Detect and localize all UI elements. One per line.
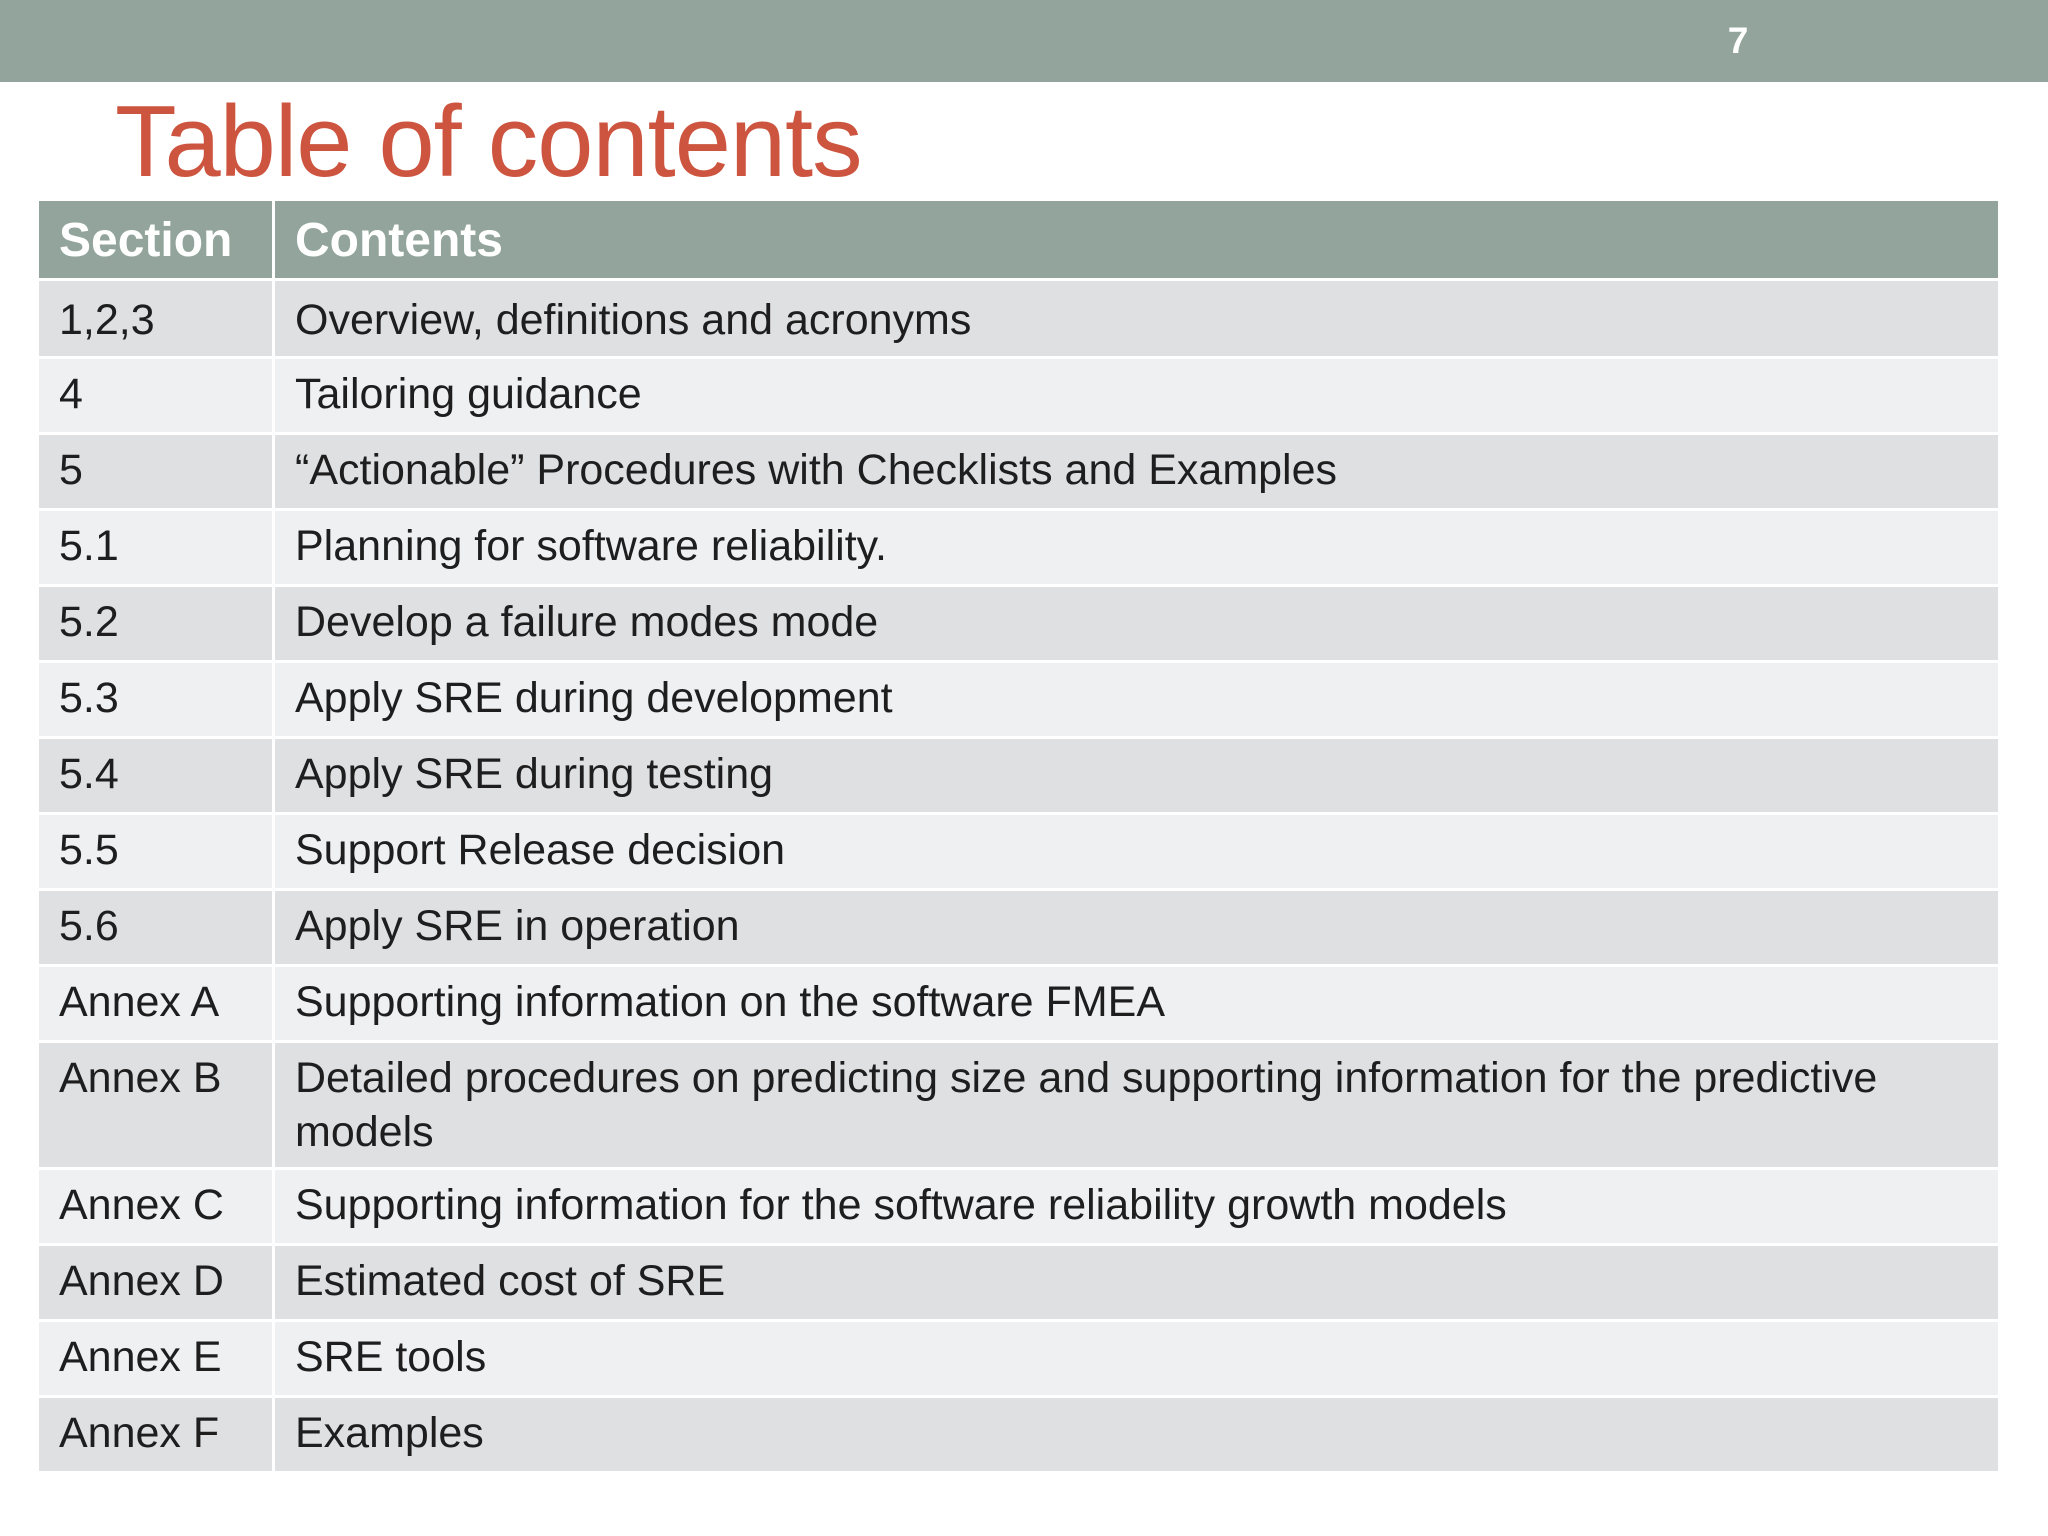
table-row (38, 358, 2000, 434)
section-cell: Annex D (38, 1245, 274, 1321)
contents-cell: Overview, definitions and acronyms (274, 280, 2000, 358)
contents-cell: Apply SRE during testing (274, 738, 2000, 814)
section-cell: 5.3 (38, 662, 274, 738)
section-cell: Annex E (38, 1321, 274, 1397)
table-row (38, 738, 2000, 814)
contents-cell: Planning for software reliability. (274, 510, 2000, 586)
contents-cell: Examples (274, 1397, 2000, 1473)
table-row (38, 1321, 2000, 1397)
table-row (38, 814, 2000, 890)
table-row (38, 1042, 2000, 1169)
section-cell: Annex C (38, 1169, 274, 1245)
section-cell: 5.1 (38, 510, 274, 586)
section-cell: 5.5 (38, 814, 274, 890)
section-cell: 1,2,3 (38, 280, 274, 358)
contents-cell: Support Release decision (274, 814, 2000, 890)
contents-table (36, 198, 2001, 1474)
table-header-row (38, 200, 2000, 280)
contents-cell: Tailoring guidance (274, 358, 2000, 434)
contents-cell: Supporting information for the software reliability growth models (274, 1169, 2000, 1245)
contents-column-header: Contents (274, 200, 2000, 280)
contents-cell: “Actionable” Procedures with Checklists and Examples (274, 434, 2000, 510)
top-bar (0, 0, 2048, 82)
page-title: Table of contents (115, 86, 862, 198)
section-cell: Annex F (38, 1397, 274, 1473)
table-row (38, 1245, 2000, 1321)
contents-cell: Detailed procedures on predicting size and supporting information for the predictive models (274, 1042, 2000, 1169)
table-row (38, 280, 2000, 358)
section-cell: 5.2 (38, 586, 274, 662)
contents-cell: Estimated cost of SRE (274, 1245, 2000, 1321)
section-column-header: Section (38, 200, 274, 280)
table-row (38, 586, 2000, 662)
section-cell: 5.4 (38, 738, 274, 814)
section-cell: Annex B (38, 1042, 274, 1169)
contents-cell: Apply SRE in operation (274, 890, 2000, 966)
table-row (38, 1397, 2000, 1473)
table-row (38, 662, 2000, 738)
section-cell: 5.6 (38, 890, 274, 966)
section-cell: 4 (38, 358, 274, 434)
table-row (38, 434, 2000, 510)
page-number: 7 (1727, 20, 1749, 61)
section-cell: Annex A (38, 966, 274, 1042)
table-row (38, 1169, 2000, 1245)
table-row (38, 966, 2000, 1042)
table-row (38, 510, 2000, 586)
contents-cell: SRE tools (274, 1321, 2000, 1397)
contents-cell: Apply SRE during development (274, 662, 2000, 738)
table-row (38, 890, 2000, 966)
section-cell: 5 (38, 434, 274, 510)
contents-cell: Develop a failure modes mode (274, 586, 2000, 662)
contents-cell: Supporting information on the software FMEA (274, 966, 2000, 1042)
